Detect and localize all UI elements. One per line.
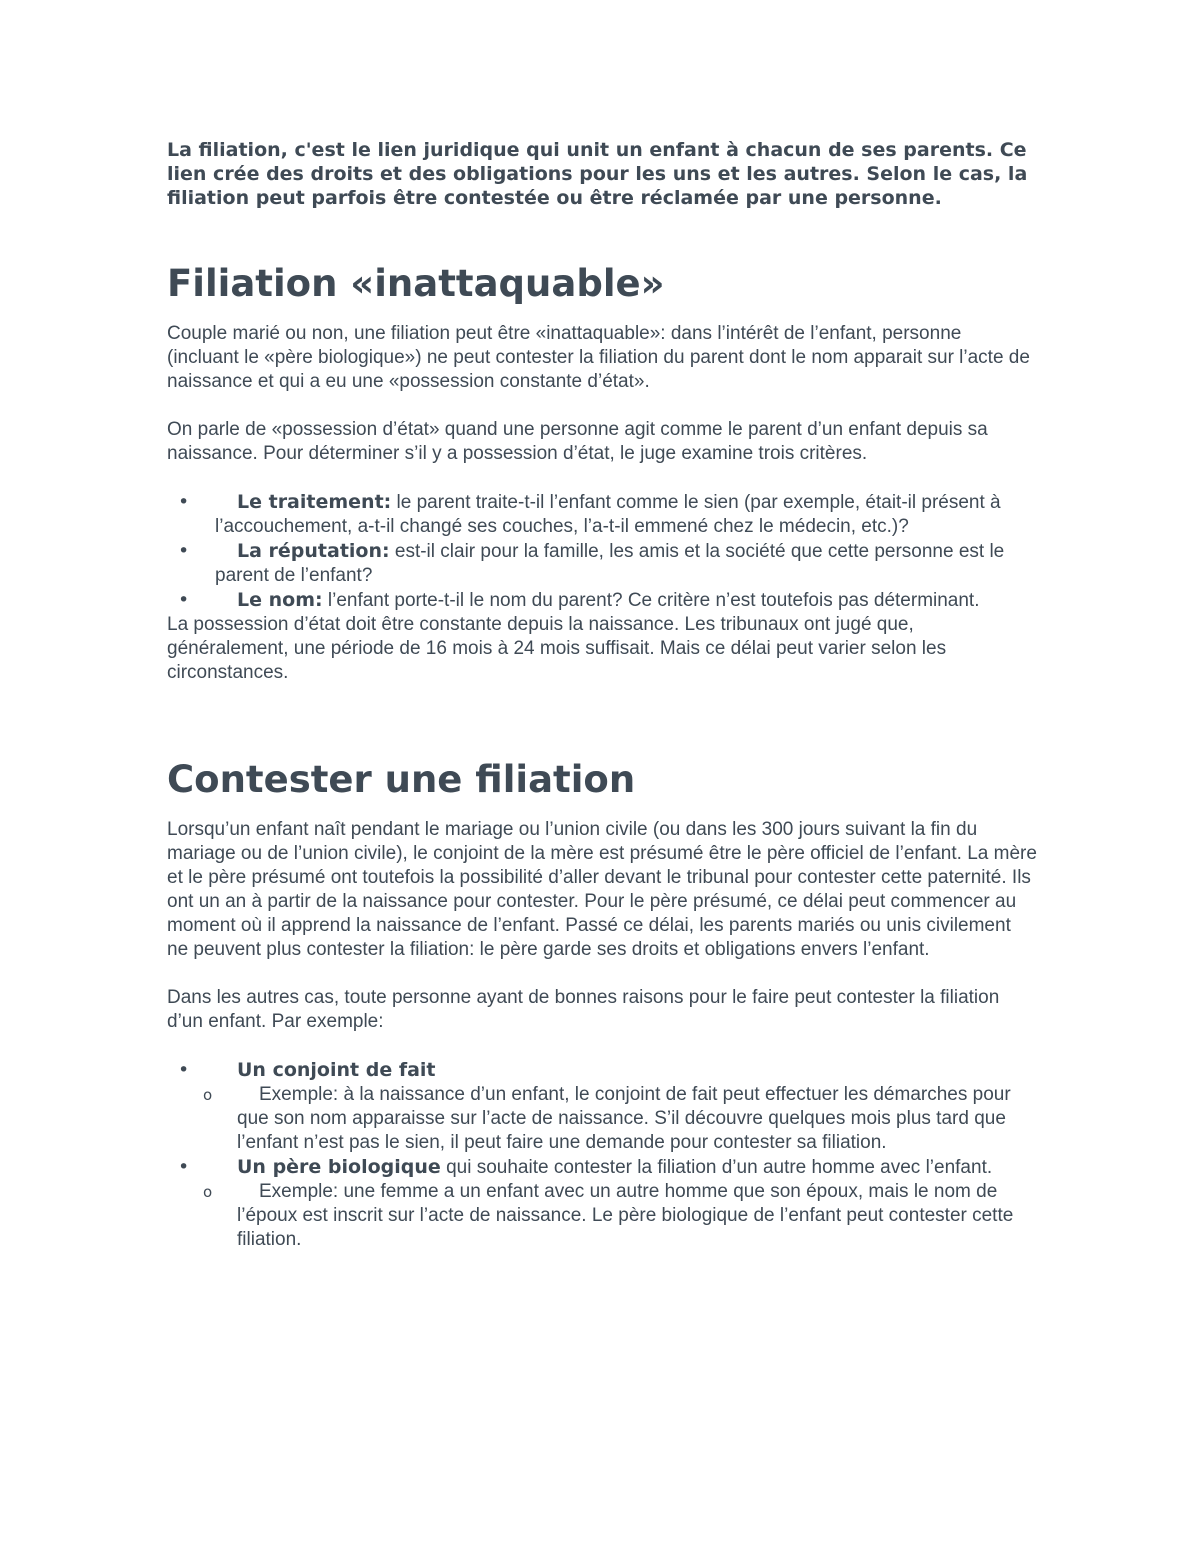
sub-list	[203, 1180, 1037, 1252]
criterion-text: l’enfant porte-t-il le nom du parent? Ce critère n’est toutefois pas déterminant.	[322, 590, 980, 611]
criterion-term: Le nom:	[237, 589, 323, 611]
criterion-text: le parent traite-t-il l’enfant comme le sien (par exemple, était-il présent à l’accouchement, a-t-il changé ses couches, l’a-t-il emmené chez le médecin, etc.)?	[215, 492, 1001, 537]
intro-paragraph: La filiation, c'est le lien juridique qui unit un enfant à chacun de ses parents. Ce lien crée des droits et des obligations pour les uns et les autres. Selon le cas, la filiation peut parfois être contestée ou être réclamée par une personne.	[167, 139, 1028, 209]
bullet-icon: •	[178, 540, 190, 562]
list-item	[167, 1058, 1037, 1155]
section-heading-inattaquable: Filiation «inattaquable»	[167, 262, 665, 305]
list-item	[167, 490, 1037, 539]
paragraph: Dans les autres cas, toute personne ayant de bonnes raisons pour le faire peut contester la filiation d’un enfant. Par exemple:	[167, 987, 1000, 1032]
paragraph: On parle de «possession d’état» quand une personne agit comme le parent d’un enfant depuis sa naissance. Pour déterminer s’il y a possession d’état, le juge examine trois critères.	[167, 419, 988, 464]
example-detail: Exemple: une femme a un enfant avec un autre homme que son époux, mais le nom de l’époux est inscrit sur l’acte de naissance. Le père biologique de l’enfant peut contester cette filiation.	[237, 1181, 1014, 1250]
criteria-list	[167, 490, 1037, 613]
section-heading-contester: Contester une filiation	[167, 758, 636, 801]
list-item	[167, 1155, 1037, 1252]
paragraph: La possession d’état doit être constante depuis la naissance. Les tribunaux ont jugé que, généralement, une période de 16 mois à 24 mois suffisait. Mais ce délai peut varier selon les circonstances.	[167, 614, 947, 683]
bullet-icon: •	[178, 589, 190, 611]
example-term: Un père biologique	[237, 1156, 441, 1178]
list-item	[167, 588, 1037, 613]
paragraph: Couple marié ou non, une filiation peut être «inattaquable»: dans l’intérêt de l’enfant, personne (incluant le «père biologique») ne peut contester la filiation du parent dont le nom apparait sur l’acte de naissance et qui a eu une «possession constante d’état».	[167, 323, 1030, 392]
example-term: Un conjoint de fait	[237, 1059, 436, 1081]
example-text: qui souhaite contester la filiation d’un autre homme avec l’enfant.	[440, 1157, 993, 1178]
sub-list-item	[167, 1083, 1037, 1155]
document-page	[167, 138, 1037, 1252]
criterion-text: est-il clair pour la famille, les amis et la société que cette personne est le parent de l’enfant?	[215, 541, 1005, 586]
paragraph: Lorsqu’un enfant naît pendant le mariage ou l’union civile (ou dans les 300 jours suivant la fin du mariage ou de l’union civile), le conjoint de la mère est présumé être le père officiel de l’enfant. La mère et le père présumé ont toutefois la possibilité d’aller devant le tribunal pour contester cette paternité. Ils ont un an à partir de la naissance pour contester. Pour le père présumé, ce délai peut commencer au moment où il apprend la naissance de l’enfant. Passé ce délai, les parents mariés ou unis civilement ne peuvent plus contester la filiation: le père garde ses droits et obligations envers l’enfant.	[167, 819, 1037, 960]
sub-list-item	[167, 1180, 1037, 1252]
bullet-icon: •	[178, 1059, 190, 1081]
sub-list	[203, 1083, 1037, 1155]
examples-list	[167, 1058, 1037, 1252]
circle-bullet-icon: o	[203, 1086, 213, 1104]
list-item	[167, 539, 1037, 588]
circle-bullet-icon: o	[203, 1183, 213, 1201]
criterion-term: La réputation:	[237, 540, 390, 562]
criterion-term: Le traitement:	[237, 491, 392, 513]
bullet-icon: •	[178, 1156, 190, 1178]
example-detail: Exemple: à la naissance d’un enfant, le conjoint de fait peut effectuer les démarches pour que son nom apparaisse sur l’acte de naissance. S’il découvre quelques mois plus tard que l’enfant n’est pas le sien, il peut faire une demande pour contester sa filiation.	[237, 1084, 1011, 1153]
bullet-icon: •	[178, 491, 190, 513]
